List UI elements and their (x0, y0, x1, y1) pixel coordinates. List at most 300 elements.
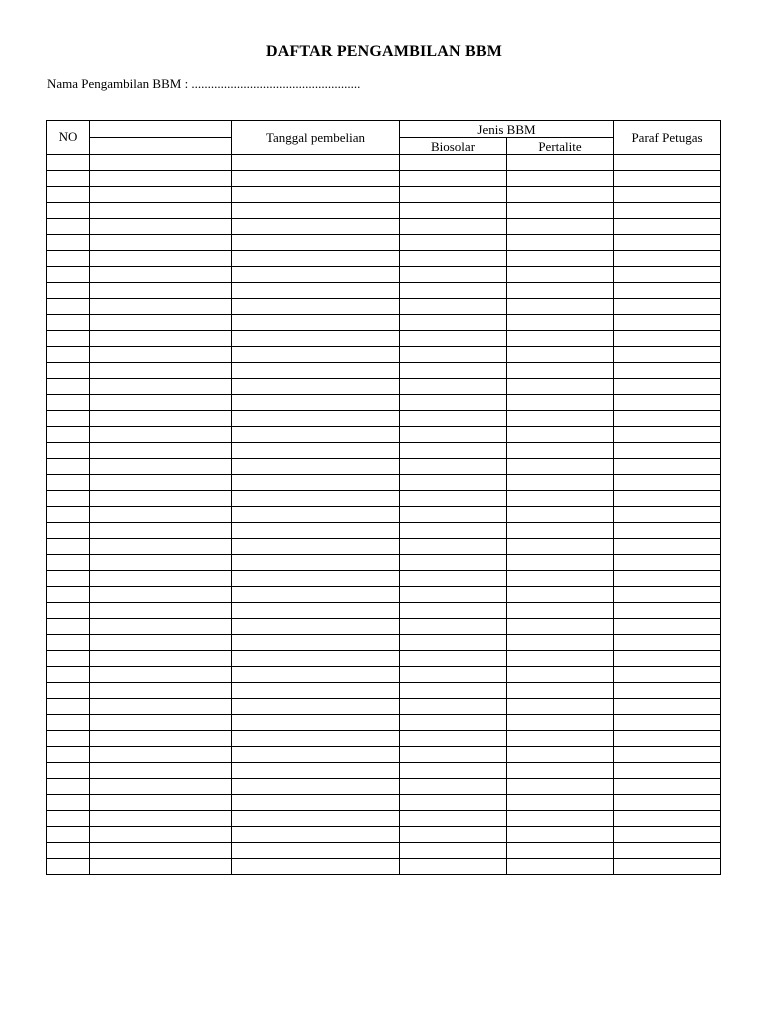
cell-pertalite[interactable] (507, 683, 614, 699)
cell-biosolar[interactable] (400, 651, 507, 667)
cell-paraf[interactable] (614, 491, 721, 507)
table-row (47, 171, 721, 187)
cell-paraf[interactable] (614, 395, 721, 411)
table-row (47, 315, 721, 331)
cell-pertalite[interactable] (507, 203, 614, 219)
cell-biosolar[interactable] (400, 683, 507, 699)
cell-no[interactable] (47, 603, 90, 619)
cell-pertalite[interactable] (507, 619, 614, 635)
cell-paraf[interactable] (614, 587, 721, 603)
cell-paraf[interactable] (614, 475, 721, 491)
cell-blank[interactable] (90, 235, 232, 251)
cell-tanggal[interactable] (232, 635, 400, 651)
cell-blank[interactable] (90, 443, 232, 459)
table-row (47, 747, 721, 763)
cell-tanggal[interactable] (232, 571, 400, 587)
cell-blank[interactable] (90, 587, 232, 603)
cell-tanggal[interactable] (232, 651, 400, 667)
cell-no[interactable] (47, 155, 90, 171)
cell-tanggal[interactable] (232, 619, 400, 635)
cell-pertalite[interactable] (507, 651, 614, 667)
cell-paraf[interactable] (614, 795, 721, 811)
cell-no[interactable] (47, 827, 90, 843)
cell-no[interactable] (47, 299, 90, 315)
table-row (47, 603, 721, 619)
cell-tanggal[interactable] (232, 443, 400, 459)
cell-pertalite[interactable] (507, 859, 614, 875)
table-row (47, 667, 721, 683)
cell-biosolar[interactable] (400, 811, 507, 827)
cell-blank[interactable] (90, 779, 232, 795)
table-row (47, 203, 721, 219)
cell-paraf[interactable] (614, 571, 721, 587)
cell-tanggal[interactable] (232, 747, 400, 763)
cell-biosolar[interactable] (400, 859, 507, 875)
cell-paraf[interactable] (614, 635, 721, 651)
header-no: NO (47, 121, 90, 155)
cell-biosolar[interactable] (400, 587, 507, 603)
cell-tanggal[interactable] (232, 299, 400, 315)
cell-paraf[interactable] (614, 651, 721, 667)
table-row (47, 459, 721, 475)
cell-blank[interactable] (90, 283, 232, 299)
cell-pertalite[interactable] (507, 267, 614, 283)
cell-paraf[interactable] (614, 459, 721, 475)
header-blank-lower (90, 138, 232, 155)
cell-tanggal[interactable] (232, 251, 400, 267)
cell-blank[interactable] (90, 859, 232, 875)
cell-no[interactable] (47, 731, 90, 747)
cell-biosolar[interactable] (400, 283, 507, 299)
cell-blank[interactable] (90, 299, 232, 315)
cell-pertalite[interactable] (507, 555, 614, 571)
cell-blank[interactable] (90, 491, 232, 507)
cell-paraf[interactable] (614, 603, 721, 619)
cell-blank[interactable] (90, 315, 232, 331)
cell-pertalite[interactable] (507, 587, 614, 603)
cell-blank[interactable] (90, 411, 232, 427)
cell-blank[interactable] (90, 459, 232, 475)
cell-paraf[interactable] (614, 347, 721, 363)
cell-paraf[interactable] (614, 363, 721, 379)
cell-no[interactable] (47, 427, 90, 443)
cell-blank[interactable] (90, 667, 232, 683)
cell-paraf[interactable] (614, 731, 721, 747)
cell-pertalite[interactable] (507, 315, 614, 331)
cell-blank[interactable] (90, 363, 232, 379)
cell-biosolar[interactable] (400, 379, 507, 395)
cell-biosolar[interactable] (400, 187, 507, 203)
cell-blank[interactable] (90, 715, 232, 731)
cell-blank[interactable] (90, 427, 232, 443)
cell-no[interactable] (47, 379, 90, 395)
cell-blank[interactable] (90, 267, 232, 283)
cell-tanggal[interactable] (232, 171, 400, 187)
cell-paraf[interactable] (614, 811, 721, 827)
table-row (47, 267, 721, 283)
cell-paraf[interactable] (614, 619, 721, 635)
cell-biosolar[interactable] (400, 763, 507, 779)
cell-paraf[interactable] (614, 187, 721, 203)
cell-blank[interactable] (90, 811, 232, 827)
cell-tanggal[interactable] (232, 379, 400, 395)
cell-no[interactable] (47, 667, 90, 683)
cell-no[interactable] (47, 747, 90, 763)
cell-tanggal[interactable] (232, 475, 400, 491)
cell-no[interactable] (47, 267, 90, 283)
cell-no[interactable] (47, 795, 90, 811)
cell-blank[interactable] (90, 699, 232, 715)
cell-blank[interactable] (90, 619, 232, 635)
cell-tanggal[interactable] (232, 523, 400, 539)
cell-biosolar[interactable] (400, 331, 507, 347)
cell-biosolar[interactable] (400, 235, 507, 251)
cell-tanggal[interactable] (232, 763, 400, 779)
cell-blank[interactable] (90, 827, 232, 843)
cell-pertalite[interactable] (507, 475, 614, 491)
cell-tanggal[interactable] (232, 363, 400, 379)
cell-paraf[interactable] (614, 683, 721, 699)
cell-biosolar[interactable] (400, 491, 507, 507)
cell-pertalite[interactable] (507, 347, 614, 363)
cell-paraf[interactable] (614, 379, 721, 395)
cell-biosolar[interactable] (400, 731, 507, 747)
cell-biosolar[interactable] (400, 571, 507, 587)
cell-pertalite[interactable] (507, 667, 614, 683)
cell-biosolar[interactable] (400, 411, 507, 427)
cell-blank[interactable] (90, 603, 232, 619)
cell-paraf[interactable] (614, 859, 721, 875)
table-body (47, 155, 721, 875)
cell-tanggal[interactable] (232, 427, 400, 443)
cell-no[interactable] (47, 779, 90, 795)
cell-pertalite[interactable] (507, 539, 614, 555)
table-row (47, 475, 721, 491)
table-row (47, 443, 721, 459)
cell-no[interactable] (47, 395, 90, 411)
cell-pertalite[interactable] (507, 491, 614, 507)
cell-blank[interactable] (90, 507, 232, 523)
cell-biosolar[interactable] (400, 635, 507, 651)
table-row (47, 155, 721, 171)
table-row (47, 715, 721, 731)
table-row (47, 299, 721, 315)
cell-pertalite[interactable] (507, 187, 614, 203)
cell-no[interactable] (47, 651, 90, 667)
cell-pertalite[interactable] (507, 523, 614, 539)
table-row (47, 635, 721, 651)
cell-pertalite[interactable] (507, 747, 614, 763)
cell-biosolar[interactable] (400, 251, 507, 267)
cell-pertalite[interactable] (507, 699, 614, 715)
cell-tanggal[interactable] (232, 235, 400, 251)
cell-paraf[interactable] (614, 171, 721, 187)
cell-biosolar[interactable] (400, 459, 507, 475)
cell-no[interactable] (47, 523, 90, 539)
cell-biosolar[interactable] (400, 779, 507, 795)
cell-biosolar[interactable] (400, 795, 507, 811)
cell-tanggal[interactable] (232, 283, 400, 299)
cell-no[interactable] (47, 235, 90, 251)
cell-biosolar[interactable] (400, 555, 507, 571)
cell-blank[interactable] (90, 843, 232, 859)
cell-no[interactable] (47, 635, 90, 651)
cell-biosolar[interactable] (400, 667, 507, 683)
cell-tanggal[interactable] (232, 667, 400, 683)
cell-no[interactable] (47, 715, 90, 731)
cell-pertalite[interactable] (507, 251, 614, 267)
table-row (47, 651, 721, 667)
cell-tanggal[interactable] (232, 395, 400, 411)
cell-no[interactable] (47, 699, 90, 715)
cell-pertalite[interactable] (507, 507, 614, 523)
cell-tanggal[interactable] (232, 811, 400, 827)
cell-no[interactable] (47, 491, 90, 507)
cell-pertalite[interactable] (507, 827, 614, 843)
cell-biosolar[interactable] (400, 699, 507, 715)
cell-tanggal[interactable] (232, 491, 400, 507)
cell-paraf[interactable] (614, 539, 721, 555)
cell-tanggal[interactable] (232, 267, 400, 283)
cell-pertalite[interactable] (507, 779, 614, 795)
cell-tanggal[interactable] (232, 795, 400, 811)
cell-paraf[interactable] (614, 411, 721, 427)
cell-no[interactable] (47, 587, 90, 603)
table-row (47, 859, 721, 875)
cell-biosolar[interactable] (400, 347, 507, 363)
cell-pertalite[interactable] (507, 363, 614, 379)
cell-pertalite[interactable] (507, 571, 614, 587)
cell-no[interactable] (47, 683, 90, 699)
cell-biosolar[interactable] (400, 395, 507, 411)
cell-pertalite[interactable] (507, 715, 614, 731)
cell-tanggal[interactable] (232, 699, 400, 715)
cell-paraf[interactable] (614, 251, 721, 267)
cell-biosolar[interactable] (400, 843, 507, 859)
cell-tanggal[interactable] (232, 539, 400, 555)
cell-biosolar[interactable] (400, 715, 507, 731)
cell-tanggal[interactable] (232, 411, 400, 427)
cell-no[interactable] (47, 411, 90, 427)
cell-biosolar[interactable] (400, 507, 507, 523)
table-row (47, 795, 721, 811)
cell-blank[interactable] (90, 651, 232, 667)
cell-paraf[interactable] (614, 843, 721, 859)
cell-paraf[interactable] (614, 763, 721, 779)
cell-no[interactable] (47, 619, 90, 635)
cell-no[interactable] (47, 203, 90, 219)
cell-tanggal[interactable] (232, 187, 400, 203)
cell-biosolar[interactable] (400, 827, 507, 843)
cell-paraf[interactable] (614, 667, 721, 683)
cell-tanggal[interactable] (232, 219, 400, 235)
cell-pertalite[interactable] (507, 811, 614, 827)
cell-paraf[interactable] (614, 827, 721, 843)
header-pertalite: Pertalite (507, 138, 614, 155)
table-row (47, 251, 721, 267)
cell-blank[interactable] (90, 731, 232, 747)
cell-blank[interactable] (90, 683, 232, 699)
cell-biosolar[interactable] (400, 523, 507, 539)
cell-paraf[interactable] (614, 315, 721, 331)
cell-paraf[interactable] (614, 427, 721, 443)
cell-pertalite[interactable] (507, 603, 614, 619)
cell-pertalite[interactable] (507, 171, 614, 187)
cell-biosolar[interactable] (400, 427, 507, 443)
cell-tanggal[interactable] (232, 731, 400, 747)
cell-no[interactable] (47, 507, 90, 523)
cell-biosolar[interactable] (400, 219, 507, 235)
cell-paraf[interactable] (614, 715, 721, 731)
cell-blank[interactable] (90, 635, 232, 651)
cell-blank[interactable] (90, 203, 232, 219)
cell-blank[interactable] (90, 763, 232, 779)
cell-no[interactable] (47, 443, 90, 459)
cell-pertalite[interactable] (507, 331, 614, 347)
cell-no[interactable] (47, 363, 90, 379)
cell-blank[interactable] (90, 379, 232, 395)
cell-blank[interactable] (90, 395, 232, 411)
table-row (47, 283, 721, 299)
cell-pertalite[interactable] (507, 219, 614, 235)
cell-tanggal[interactable] (232, 459, 400, 475)
cell-tanggal[interactable] (232, 331, 400, 347)
cell-no[interactable] (47, 475, 90, 491)
cell-blank[interactable] (90, 795, 232, 811)
cell-no[interactable] (47, 219, 90, 235)
cell-biosolar[interactable] (400, 299, 507, 315)
cell-pertalite[interactable] (507, 731, 614, 747)
cell-no[interactable] (47, 571, 90, 587)
cell-blank[interactable] (90, 571, 232, 587)
cell-no[interactable] (47, 187, 90, 203)
cell-paraf[interactable] (614, 299, 721, 315)
cell-paraf[interactable] (614, 235, 721, 251)
cell-biosolar[interactable] (400, 475, 507, 491)
cell-no[interactable] (47, 459, 90, 475)
cell-no[interactable] (47, 347, 90, 363)
cell-no[interactable] (47, 763, 90, 779)
cell-blank[interactable] (90, 331, 232, 347)
cell-paraf[interactable] (614, 219, 721, 235)
cell-tanggal[interactable] (232, 315, 400, 331)
table-row (47, 379, 721, 395)
cell-tanggal[interactable] (232, 555, 400, 571)
cell-biosolar[interactable] (400, 747, 507, 763)
cell-biosolar[interactable] (400, 155, 507, 171)
cell-blank[interactable] (90, 475, 232, 491)
cell-blank[interactable] (90, 171, 232, 187)
cell-paraf[interactable] (614, 555, 721, 571)
cell-pertalite[interactable] (507, 427, 614, 443)
cell-no[interactable] (47, 283, 90, 299)
cell-pertalite[interactable] (507, 763, 614, 779)
cell-blank[interactable] (90, 251, 232, 267)
cell-no[interactable] (47, 843, 90, 859)
cell-paraf[interactable] (614, 283, 721, 299)
cell-tanggal[interactable] (232, 603, 400, 619)
cell-blank[interactable] (90, 219, 232, 235)
cell-pertalite[interactable] (507, 155, 614, 171)
cell-blank[interactable] (90, 539, 232, 555)
cell-biosolar[interactable] (400, 315, 507, 331)
cell-no[interactable] (47, 315, 90, 331)
cell-no[interactable] (47, 171, 90, 187)
cell-biosolar[interactable] (400, 619, 507, 635)
cell-tanggal[interactable] (232, 683, 400, 699)
cell-pertalite[interactable] (507, 235, 614, 251)
cell-paraf[interactable] (614, 507, 721, 523)
cell-no[interactable] (47, 555, 90, 571)
cell-tanggal[interactable] (232, 827, 400, 843)
cell-blank[interactable] (90, 155, 232, 171)
cell-no[interactable] (47, 859, 90, 875)
cell-biosolar[interactable] (400, 203, 507, 219)
cell-tanggal[interactable] (232, 587, 400, 603)
cell-biosolar[interactable] (400, 539, 507, 555)
cell-no[interactable] (47, 811, 90, 827)
cell-tanggal[interactable] (232, 155, 400, 171)
cell-blank[interactable] (90, 523, 232, 539)
cell-paraf[interactable] (614, 331, 721, 347)
cell-pertalite[interactable] (507, 459, 614, 475)
cell-biosolar[interactable] (400, 363, 507, 379)
table-row (47, 571, 721, 587)
cell-paraf[interactable] (614, 523, 721, 539)
cell-paraf[interactable] (614, 699, 721, 715)
cell-tanggal[interactable] (232, 843, 400, 859)
cell-biosolar[interactable] (400, 603, 507, 619)
cell-blank[interactable] (90, 187, 232, 203)
cell-blank[interactable] (90, 747, 232, 763)
cell-pertalite[interactable] (507, 283, 614, 299)
table-row (47, 619, 721, 635)
cell-no[interactable] (47, 331, 90, 347)
cell-pertalite[interactable] (507, 299, 614, 315)
table-row (47, 187, 721, 203)
cell-no[interactable] (47, 251, 90, 267)
cell-biosolar[interactable] (400, 171, 507, 187)
cell-tanggal[interactable] (232, 859, 400, 875)
cell-tanggal[interactable] (232, 347, 400, 363)
cell-paraf[interactable] (614, 747, 721, 763)
cell-tanggal[interactable] (232, 715, 400, 731)
cell-pertalite[interactable] (507, 379, 614, 395)
cell-tanggal[interactable] (232, 779, 400, 795)
cell-paraf[interactable] (614, 779, 721, 795)
cell-tanggal[interactable] (232, 507, 400, 523)
cell-blank[interactable] (90, 555, 232, 571)
cell-paraf[interactable] (614, 443, 721, 459)
cell-pertalite[interactable] (507, 843, 614, 859)
table-row (47, 587, 721, 603)
cell-pertalite[interactable] (507, 411, 614, 427)
table-row (47, 235, 721, 251)
cell-blank[interactable] (90, 347, 232, 363)
cell-tanggal[interactable] (232, 203, 400, 219)
cell-paraf[interactable] (614, 203, 721, 219)
cell-pertalite[interactable] (507, 635, 614, 651)
cell-biosolar[interactable] (400, 267, 507, 283)
header-jenis-bbm: Jenis BBM (400, 121, 614, 138)
cell-pertalite[interactable] (507, 395, 614, 411)
cell-pertalite[interactable] (507, 443, 614, 459)
cell-paraf[interactable] (614, 155, 721, 171)
cell-biosolar[interactable] (400, 443, 507, 459)
cell-no[interactable] (47, 539, 90, 555)
cell-paraf[interactable] (614, 267, 721, 283)
cell-pertalite[interactable] (507, 795, 614, 811)
